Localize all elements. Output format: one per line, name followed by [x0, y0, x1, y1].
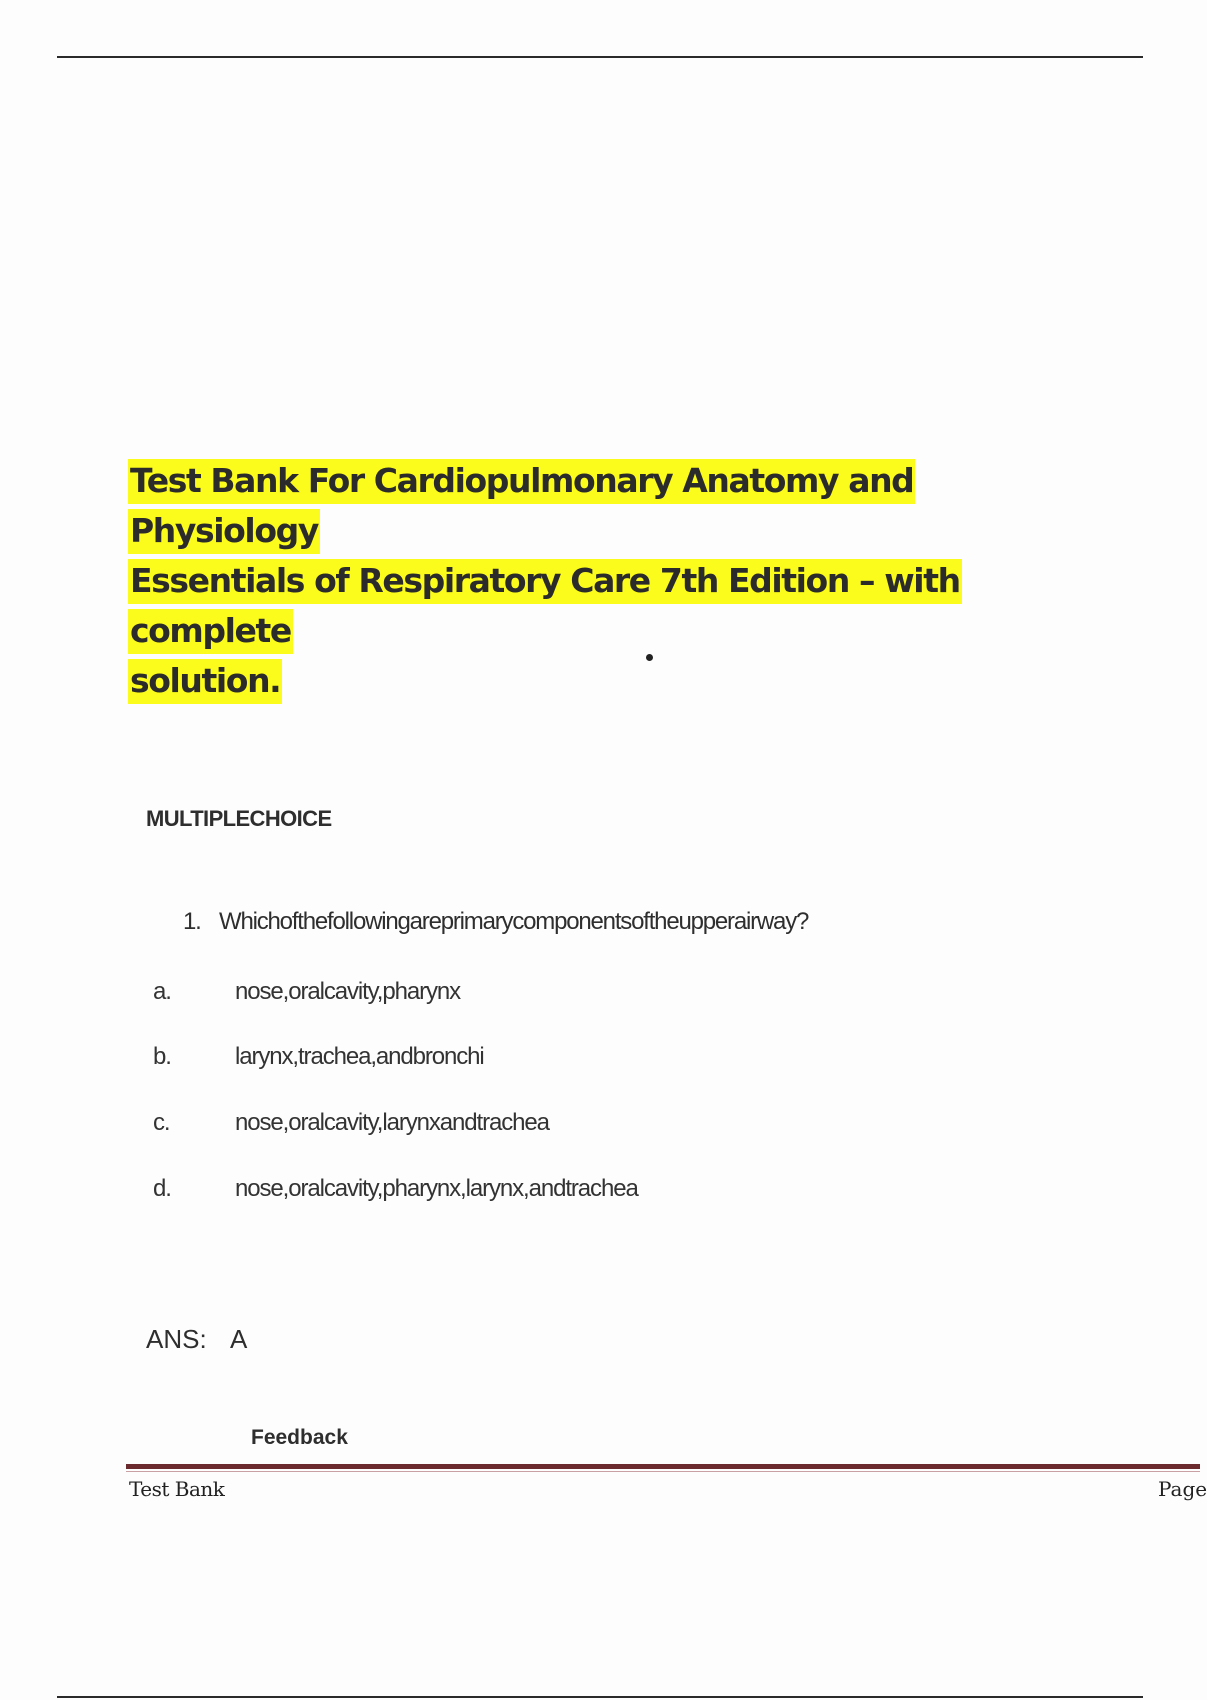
- footer-rule-thin: [126, 1471, 1200, 1472]
- option-a: [153, 978, 460, 1006]
- document-title: [128, 456, 1108, 706]
- footer-page-label: Page: [1158, 1477, 1207, 1501]
- answer-line: [146, 1324, 247, 1355]
- option-c: [153, 1109, 549, 1137]
- option-letter: c.: [153, 1109, 170, 1136]
- option-letter: b.: [153, 1043, 171, 1070]
- bottom-rule: [57, 1696, 1143, 1698]
- option-text: larynx,trachea,andbronchi: [235, 1043, 484, 1070]
- section-heading: MULTIPLECHOICE: [146, 806, 332, 831]
- title-line-3: solution.: [128, 659, 282, 704]
- title-line-2: Essentials of Respiratory Care 7th Edition – with complete: [128, 559, 962, 654]
- question-1: [183, 908, 808, 936]
- question-text: Whichofthefollowingareprimarycomponentsoftheupperairway?: [219, 908, 809, 935]
- feedback-label: Feedback: [251, 1426, 348, 1449]
- option-d: [153, 1175, 638, 1203]
- answer-label: ANS:: [146, 1324, 207, 1354]
- footer-rule: [126, 1464, 1200, 1469]
- footer-left-text: Test Bank: [129, 1477, 225, 1501]
- option-b: [153, 1043, 484, 1071]
- top-rule: [57, 56, 1143, 58]
- title-line-1: Test Bank For Cardiopulmonary Anatomy and Physiology: [128, 459, 915, 554]
- option-letter: a.: [153, 978, 171, 1005]
- option-text: nose,oralcavity,pharynx,larynx,andtrachea: [235, 1175, 638, 1202]
- option-text: nose,oralcavity,larynxandtrachea: [235, 1109, 549, 1136]
- option-text: nose,oralcavity,pharynx: [235, 978, 461, 1005]
- bullet-dot: [646, 654, 653, 661]
- answer-value: A: [230, 1324, 248, 1354]
- option-letter: d.: [153, 1175, 171, 1202]
- question-number: 1.: [183, 908, 201, 935]
